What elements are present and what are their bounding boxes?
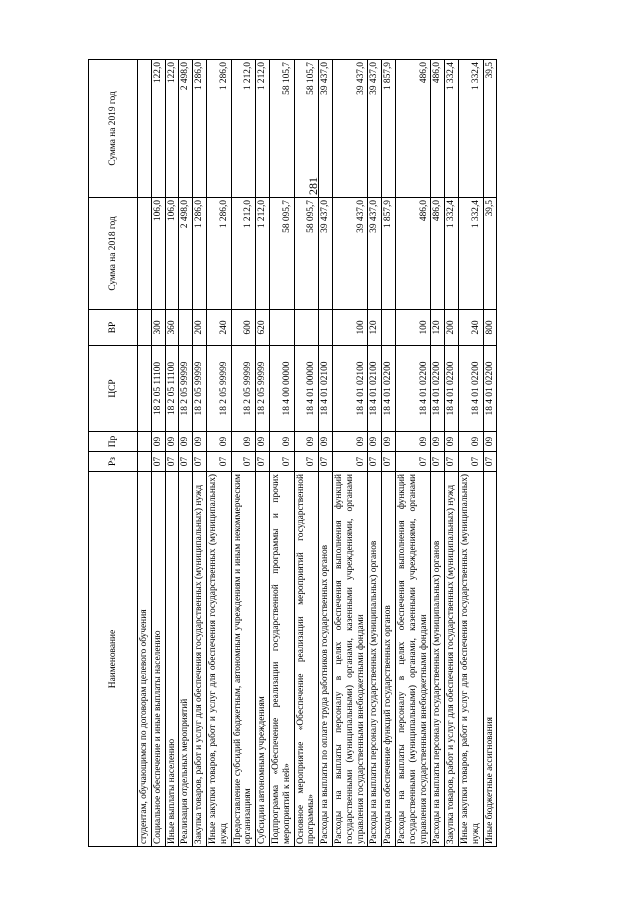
- cell-sum-2019: 1 332,4: [458, 60, 483, 198]
- cell-name: Расходы на выплаты персоналу в целях обеспечения выполнения функций государственными (муниципальными) органами, казенными учреждениями, органами управления государственными внебюджетными фондами: [395, 472, 430, 847]
- cell-pr: 09: [151, 432, 165, 452]
- cell-csr: 18 2 05 11100: [165, 346, 179, 432]
- cell-vr: 800: [483, 310, 497, 346]
- cell-sum-2018: 1 286,0: [206, 198, 231, 310]
- cell-sum-2018: 1 286,0: [193, 198, 207, 310]
- header-name: Наименование: [89, 472, 138, 847]
- table-row: [458, 60, 483, 847]
- cell-rz: 07: [368, 452, 382, 472]
- cell-pr: 09: [483, 432, 497, 452]
- cell-sum-2019: 1 286,0: [206, 60, 231, 198]
- cell-sum-2019: 39 437,0: [319, 60, 333, 198]
- cell-csr: 18 2 05 99999: [231, 346, 256, 432]
- header-rz: Рз: [89, 452, 138, 472]
- cell-pr: [138, 432, 152, 452]
- cell-vr: 120: [431, 310, 445, 346]
- cell-vr: 100: [332, 310, 367, 346]
- cell-name: Предоставление субсидий бюджетным, автономным учреждениям и иным некоммерческим организациям: [231, 472, 256, 847]
- table-row: [138, 60, 152, 847]
- cell-csr: 18 4 01 02200: [458, 346, 483, 432]
- header-sum-2018: Сумма на 2018 год: [89, 198, 138, 310]
- cell-sum-2019: 58 105,7: [294, 60, 319, 198]
- cell-csr: 18 4 01 02200: [382, 346, 396, 432]
- cell-sum-2019: 1 212,0: [256, 60, 270, 198]
- cell-csr: 18 2 05 99999: [206, 346, 231, 432]
- cell-sum-2018: 486,0: [395, 198, 430, 310]
- cell-sum-2019: 39 437,0: [368, 60, 382, 198]
- cell-rz: 07: [431, 452, 445, 472]
- cell-name: Расходы на выплаты персоналу в целях обеспечения выполнения функций государственными (муниципальными) органами, казенными учреждениями, органами управления государственными внебюджетными фондами: [332, 472, 367, 847]
- cell-sum-2019: 39 437,0: [332, 60, 367, 198]
- cell-csr: 18 4 01 02200: [445, 346, 459, 432]
- cell-sum-2018: 1 212,0: [256, 198, 270, 310]
- cell-name: Расходы на выплаты по оплате труда работников государственных органов: [319, 472, 333, 847]
- cell-vr: 200: [193, 310, 207, 346]
- cell-rz: 07: [165, 452, 179, 472]
- cell-rz: 07: [269, 452, 294, 472]
- cell-csr: 18 4 01 02100: [319, 346, 333, 432]
- cell-sum-2019: 58 105,7: [269, 60, 294, 198]
- cell-sum-2018: 2 498,0: [179, 198, 193, 310]
- header-sum-2019: Сумма на 2019 год: [89, 60, 138, 198]
- cell-pr: 09: [179, 432, 193, 452]
- table-header-row: [89, 60, 138, 847]
- cell-name: Расходы на выплаты персоналу государственных (муниципальных) органов: [431, 472, 445, 847]
- cell-csr: 18 2 05 99999: [193, 346, 207, 432]
- table-row: [382, 60, 396, 847]
- cell-rz: 07: [256, 452, 270, 472]
- cell-sum-2018: 39,5: [483, 198, 497, 310]
- table-row: [165, 60, 179, 847]
- cell-csr: 18 4 01 00000: [294, 346, 319, 432]
- cell-name: Иные бюджетные ассигнования: [483, 472, 497, 847]
- cell-csr: 18 4 01 02100: [368, 346, 382, 432]
- cell-sum-2018: 58 095,7: [269, 198, 294, 310]
- cell-pr: 09: [294, 432, 319, 452]
- header-vr: ВР: [89, 310, 138, 346]
- cell-csr: 18 2 05 99999: [256, 346, 270, 432]
- cell-pr: 09: [319, 432, 333, 452]
- cell-csr: 18 4 01 02200: [483, 346, 497, 432]
- cell-csr: 18 2 05 99999: [179, 346, 193, 432]
- cell-pr: 09: [193, 432, 207, 452]
- cell-pr: 09: [445, 432, 459, 452]
- cell-csr: 18 4 00 00000: [269, 346, 294, 432]
- cell-pr: 09: [431, 432, 445, 452]
- cell-pr: 09: [382, 432, 396, 452]
- cell-name: Расходы на выплаты персоналу государственных (муниципальных) органов: [368, 472, 382, 847]
- cell-rz: 07: [445, 452, 459, 472]
- cell-sum-2018: [138, 198, 152, 310]
- cell-sum-2018: 106,0: [165, 198, 179, 310]
- cell-rz: 07: [319, 452, 333, 472]
- cell-sum-2018: 1 332,4: [445, 198, 459, 310]
- cell-name: Закупка товаров, работ и услуг для обеспечения государственных (муниципальных) нужд: [445, 472, 459, 847]
- table-row: [269, 60, 294, 847]
- cell-vr: 200: [445, 310, 459, 346]
- cell-rz: 07: [151, 452, 165, 472]
- cell-vr: [294, 310, 319, 346]
- cell-pr: 09: [165, 432, 179, 452]
- cell-pr: 09: [395, 432, 430, 452]
- budget-table: [88, 59, 497, 847]
- cell-sum-2019: 1 286,0: [193, 60, 207, 198]
- table-row: [431, 60, 445, 847]
- cell-sum-2019: 122,0: [151, 60, 165, 198]
- cell-csr: [138, 346, 152, 432]
- cell-vr: [179, 310, 193, 346]
- cell-sum-2018: 1 332,4: [458, 198, 483, 310]
- cell-sum-2019: 1 857,9: [382, 60, 396, 198]
- cell-vr: [269, 310, 294, 346]
- page-number: 281: [306, 177, 320, 195]
- cell-pr: 09: [256, 432, 270, 452]
- cell-pr: 09: [269, 432, 294, 452]
- cell-pr: 09: [332, 432, 367, 452]
- cell-sum-2018: 39 437,0: [319, 198, 333, 310]
- cell-vr: 100: [395, 310, 430, 346]
- cell-name: Реализация отдельных мероприятий: [179, 472, 193, 847]
- cell-csr: 18 4 01 02100: [332, 346, 367, 432]
- cell-rz: 07: [294, 452, 319, 472]
- cell-sum-2019: 486,0: [431, 60, 445, 198]
- header-csr: ЦСР: [89, 346, 138, 432]
- cell-sum-2018: 39 437,0: [332, 198, 367, 310]
- cell-sum-2019: 1 332,4: [445, 60, 459, 198]
- cell-pr: 09: [206, 432, 231, 452]
- table-body: [138, 60, 497, 847]
- cell-rz: 07: [395, 452, 430, 472]
- cell-name: Основное мероприятие «Обеспечение реализации мероприятий государственной программы»: [294, 472, 319, 847]
- cell-csr: 18 4 01 02200: [395, 346, 430, 432]
- table-row: [319, 60, 333, 847]
- cell-sum-2018: 106,0: [151, 198, 165, 310]
- cell-vr: [138, 310, 152, 346]
- cell-sum-2018: 1 857,9: [382, 198, 396, 310]
- cell-sum-2019: [138, 60, 152, 198]
- cell-name: Закупка товаров, работ и услуг для обеспечения государственных (муниципальных) нужд: [193, 472, 207, 847]
- cell-rz: 07: [231, 452, 256, 472]
- cell-pr: 09: [231, 432, 256, 452]
- cell-name: Подпрограмма «Обеспечение реализации государственной программы и прочих мероприятий к ней»: [269, 472, 294, 847]
- cell-sum-2019: 2 498,0: [179, 60, 193, 198]
- table-row: [483, 60, 497, 847]
- cell-rz: 07: [193, 452, 207, 472]
- table-row: [332, 60, 367, 847]
- table-row: [179, 60, 193, 847]
- cell-vr: [382, 310, 396, 346]
- cell-pr: 09: [368, 432, 382, 452]
- cell-name: Расходы на обеспечение функций государственных органов: [382, 472, 396, 847]
- table-row: [193, 60, 207, 847]
- cell-name: Иные выплаты населению: [165, 472, 179, 847]
- cell-rz: 07: [458, 452, 483, 472]
- cell-name: Социальное обеспечение и иные выплаты населению: [151, 472, 165, 847]
- table-row: [231, 60, 256, 847]
- table-row: [445, 60, 459, 847]
- cell-csr: 18 4 01 02200: [431, 346, 445, 432]
- cell-name: Иные закупки товаров, работ и услуг для обеспечения государственных (муниципальных) нужд: [458, 472, 483, 847]
- cell-sum-2018: 1 212,0: [231, 198, 256, 310]
- cell-rz: 07: [382, 452, 396, 472]
- cell-sum-2019: 122,0: [165, 60, 179, 198]
- cell-sum-2018: 39 437,0: [368, 198, 382, 310]
- cell-vr: 240: [458, 310, 483, 346]
- cell-name: студентам, обучающимся по договорам целевого обучения: [138, 472, 152, 847]
- cell-rz: [138, 452, 152, 472]
- cell-csr: 18 2 05 11100: [151, 346, 165, 432]
- cell-vr: 300: [151, 310, 165, 346]
- cell-name: Иные закупки товаров, работ и услуг для обеспечения государственных (муниципальных) нужд: [206, 472, 231, 847]
- cell-vr: 600: [231, 310, 256, 346]
- table-row: [368, 60, 382, 847]
- header-pr: Пр: [89, 432, 138, 452]
- table-row: [206, 60, 231, 847]
- table-row: [395, 60, 430, 847]
- table-row: [151, 60, 165, 847]
- cell-vr: [319, 310, 333, 346]
- cell-pr: 09: [458, 432, 483, 452]
- cell-sum-2019: 1 212,0: [231, 60, 256, 198]
- cell-sum-2019: 39,5: [483, 60, 497, 198]
- rotated-table-container: [88, 60, 497, 847]
- cell-vr: 620: [256, 310, 270, 346]
- cell-sum-2018: 486,0: [431, 198, 445, 310]
- cell-rz: 07: [483, 452, 497, 472]
- cell-rz: 07: [332, 452, 367, 472]
- cell-name: Субсидии автономным учреждениям: [256, 472, 270, 847]
- table-row: [294, 60, 319, 847]
- cell-vr: 120: [368, 310, 382, 346]
- cell-vr: 240: [206, 310, 231, 346]
- table-row: [256, 60, 270, 847]
- cell-sum-2019: 486,0: [395, 60, 430, 198]
- cell-rz: 07: [206, 452, 231, 472]
- cell-vr: 360: [165, 310, 179, 346]
- cell-sum-2018: 58 095,7: [294, 198, 319, 310]
- cell-rz: 07: [179, 452, 193, 472]
